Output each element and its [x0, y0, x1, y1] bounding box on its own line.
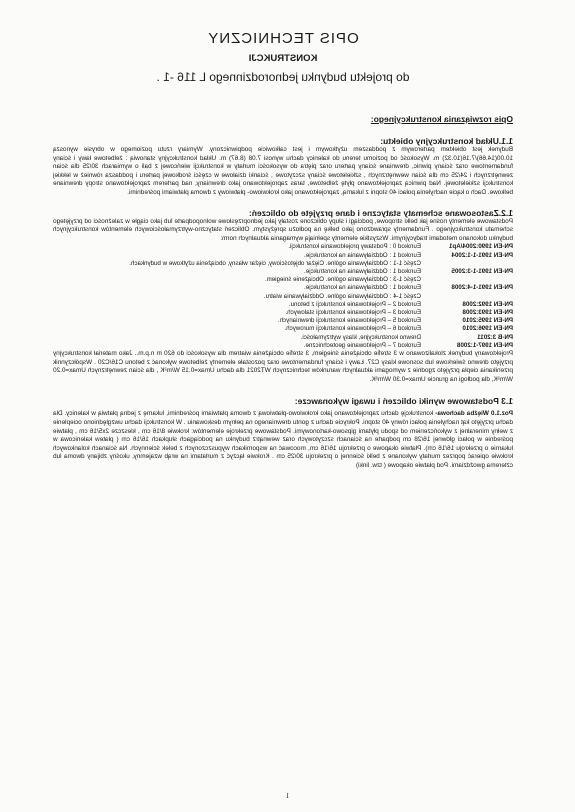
- norms-list: [53, 243, 513, 350]
- document-subtitle: KONSTRUKCJI: [248, 53, 318, 64]
- norm-code: [421, 276, 513, 284]
- s3-text: konstrukcję dachu zaprojektowano jako krokwiowo-płatwiową z dwoma płatwiami pośrednimi, lukarnę z jedną płatwią w kalenicy. Dla dachu przyjęto kąt nachylenia połaci równy 40 stopni. Pokrycie dachu z gontu drewnianego na pełnym deskowaniu . W konstrukcji dachu uwzględniono ocieplenie z wełny mineralnej z wykończeniem od spodu płytami gipsowo-kartonowymi. Podstawowe przekroje elementów: krokwie 8/16 cm , kleszcze 2x5/16 cm , płatwie pośrednie w połaci głównej 16/28 cm podparte na ścianach szczytowych oraz wewnątrz budynku na podciągach słupkach 16/16 cm ( płatew kalenicowa w lukarnie o przekroju 16/16 cm). Płatwie okapowe o przekroju 16/16 cm, mocować na wspornikach wypuszczonych z belek ściennych. Na ścianach kolankowych krokwie opierać poprzez murłaty wykonane z belki ściennej o przekroju 30/25 cm . Krokwie łączyć z murłatami na wrąb wzajemny, ukośny zbijany dwoma lub czterema gwoździami. Pod płatwie okapowe ( tzw. linki): [53, 410, 513, 469]
- s1-heading: 1.1.Układ konstrukcyjny obiektu:: [380, 136, 513, 146]
- norm-row: [53, 268, 513, 276]
- norm-row: [53, 334, 513, 342]
- norm-code: PN-EN 1993:2008: [462, 308, 513, 316]
- norm-code: PN-EN 1996:2010: [462, 325, 513, 333]
- norm-code: PN-EN 1991-1-1:2004: [451, 251, 513, 259]
- norm-desc: Eurokod 1 : Oddziaływania na konstrukcje.: [304, 284, 421, 292]
- norm-desc: Eurokod 2 – Projektowanie konstrukcji z betonu.: [288, 300, 421, 308]
- norm-code: [421, 260, 513, 268]
- norm-row: [53, 276, 513, 284]
- s3-lead: Poz.1.0 Więźba dachowa-: [435, 410, 513, 418]
- project-name: do projektu budynku jednorodzinnego L 116 -1 .: [156, 70, 410, 84]
- norm-code: PN-EN 1995:2010: [462, 317, 513, 325]
- s1-text: Budynek jest obiektem parterowym z poddaszem użytkowym i jest całkowicie podpiwniczony. Wymiary rzutu poziomego w obrysie wynoszą 10.00(14.66)/7.16(10.32) m. Wysokość od poziomu terenu do kalenicy dachu wynosi 7.08 (8.67) m. Układ konstrukcyjny stanowią : żelbetowe ławy i ściany fundamentowe oraz ściany piwnic, drewniane ściany parteru oraz piętra do wysokości murłaty w konstrukcji wieńcowej z bali o wymiarach 30/25 dla ścian zewnętrznych i 24/25 cm dla ścian wewnętrznych , szkieletowe ściany szczytowe , ścianki działowe w części środkowej parteru i poddasza również w lekkiej konstrukcji szkieletowej. Nad piwnicą zaprojektowano płytę żelbetowe, taras zaprojektowano jako drewniany, nad parterem zaprojektowano stropy drewniane belkowe. Dach o kącie nachylenia połaci 40 stopni z lukarną, zaprojektowano jako krokwiowo- płatwiowy z dwoma płatwiami pośrednimi.: [53, 146, 513, 196]
- norm-desc: Eurokod 5 – Projektowanie konstrukcji drewnianych.: [277, 317, 421, 325]
- norm-row: [53, 317, 513, 325]
- norm-desc: Część 1-4 : Oddziaływania ogólne. Oddziaływania wiatru.: [263, 292, 421, 300]
- norm-desc: Eurokod 0 : Podstawy projektowania konstrukcji.: [288, 243, 421, 251]
- norm-desc: Eurokod 1 : Oddziaływania na konstrukcje.: [304, 267, 421, 275]
- s3-paragraph: [53, 410, 513, 470]
- norm-row: [53, 293, 513, 301]
- norm-code: PN-EN 1990:2004/Ap1: [449, 243, 513, 251]
- norm-desc: Eurokod 1 : Oddziaływania na konstrukcje.: [304, 251, 421, 259]
- norm-code: PN-EN 1991-1-3:2005: [451, 267, 513, 275]
- s2-text: Podstawowe elementy nośne jak belki stropowe, podciągi i słupy obliczone zostały jako jednoprzęsłowe wolnopodparte lub jako ciągłe w zależności od przyjętego schematu konstrukcyjnego . Fundamenty sprawdzono jako belkę na podłożu sprężystym. Obliczeń statyczno-wytrzymałościowych elementów konstrukcyjnych budynku dokonano metodami tradycyjnymi. Wszystkie elementy spełniają wymagania aktualnych norm:: [53, 217, 513, 242]
- norm-row: [53, 301, 513, 309]
- norm-code: PN-EN 1997-1:2008: [456, 341, 513, 349]
- page-number: 1: [285, 792, 290, 800]
- norm-desc: Eurokod 6 – Projektowanie konstrukcji murowych.: [284, 325, 421, 333]
- section-title: Opis rozwiązania konstrukcyjnego:: [370, 114, 513, 124]
- norm-desc: Część 1-3 : Oddziaływania ogólne. Obciążenie śniegiem.: [264, 276, 421, 284]
- document-title: OPIS TECHNICZNY: [207, 30, 359, 47]
- s2-heading: 1.2.Zastosowane schematy statyczne i dane przyjęte do obliczeń:: [248, 207, 513, 218]
- norm-code: PN-EN 1991-1-4:2008: [451, 284, 513, 292]
- norm-row: [53, 243, 513, 251]
- norm-row: [53, 260, 513, 268]
- norm-desc: Drewno konstrukcyjne, klasy wytrzymałości.: [300, 333, 421, 341]
- s3-heading: 1.3 Podstawowe wyniki obliczeń i uwagi wykonawcze:: [294, 396, 513, 407]
- norm-row: [53, 309, 513, 317]
- s2-text2: Projektowany budynek zlokalizowano w 3 strefie obciążenia śniegiem, 3 strefie obciążenia wiatrem dla wysokości do 620 m n.p.m.. Jako materiał konstrukcyjny przyjęto drewno świerkowe lub sosnowe klasy C27. Ławy i ściany fundamentowe oraz pozostałe elementy żelbetowe wykonać z betonu C16/C20 . Współczynnik przenikania ciepła przyjęto zgodnie z wymogami aktualnych warunków technicznych WT2021 dla dachu Umax=0.15 W/m²K , dla ścian zewnętrznych Umax=0.20 W/m²K, dla podłogi na gruncie Umax=0.30 W/m²K.: [53, 349, 513, 383]
- norm-code: [421, 293, 513, 301]
- norm-code: PN-EN 1992:2008: [462, 300, 513, 308]
- norm-desc: Eurokod 7 – Projektowanie geotechniczne.: [303, 341, 421, 349]
- norm-row: [53, 325, 513, 333]
- norm-code: PN-B 3:2011: [477, 333, 513, 341]
- norm-desc: Eurokod 3 – Projektowanie konstrukcji stalowych.: [285, 308, 421, 316]
- norm-desc: Część 1-1 : Oddziaływania ogólne. Ciężar objętościowy, ciężar własny, obciążenia użytkowe w budynkach.: [129, 259, 421, 267]
- norm-row: [53, 252, 513, 260]
- norm-row: [53, 342, 513, 350]
- norm-row: [53, 284, 513, 292]
